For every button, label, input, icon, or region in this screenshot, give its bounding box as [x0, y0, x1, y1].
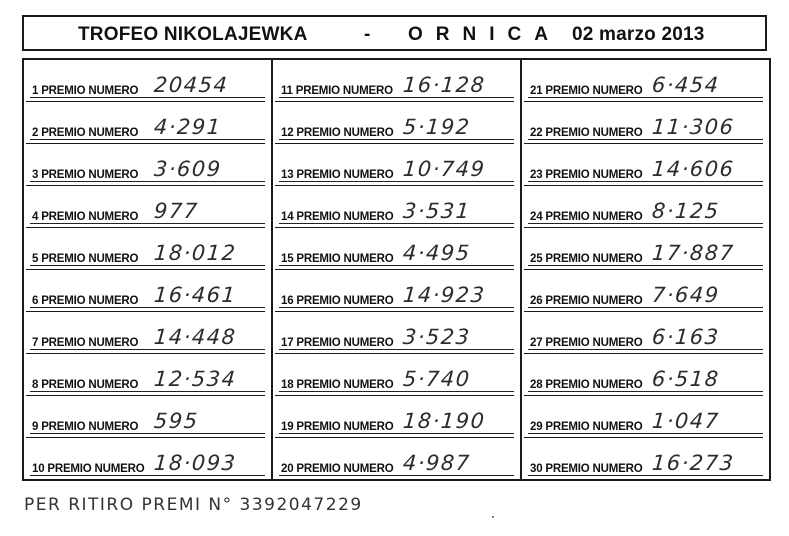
underline: [528, 139, 763, 140]
prize-row: [275, 144, 514, 186]
underline: [528, 349, 763, 350]
paper-speck: [492, 516, 494, 518]
prize-row: [524, 354, 763, 396]
underline: [279, 433, 514, 434]
underline: [30, 181, 265, 182]
prize-number: 17·887: [651, 241, 736, 265]
underline: [279, 475, 514, 476]
prize-number: 5·192: [402, 115, 472, 139]
prize-row: [275, 312, 514, 354]
prize-number: 18·190: [402, 409, 487, 433]
underline: [528, 265, 763, 266]
prize-number: 16·273: [651, 451, 736, 475]
header-box: [22, 15, 767, 51]
prize-label: 8 PREMIO NUMERO: [32, 379, 139, 391]
prize-label: 22 PREMIO NUMERO: [530, 127, 643, 139]
prize-row: [524, 228, 763, 270]
event-title: TROFEO NIKOLAJEWKA: [78, 24, 308, 45]
prize-number: 10·749: [402, 157, 487, 181]
prize-row: [26, 144, 265, 186]
prize-number: 8·125: [651, 199, 721, 223]
prize-column-1: [24, 60, 273, 479]
underline: [30, 391, 265, 392]
prize-label: 11 PREMIO NUMERO: [281, 85, 393, 97]
prize-number: 7·649: [651, 283, 721, 307]
event-town: ORNICA: [408, 24, 561, 45]
underline: [30, 97, 265, 98]
prize-label: 13 PREMIO NUMERO: [281, 169, 394, 181]
prize-number: 4·987: [402, 451, 472, 475]
prize-label: 3 PREMIO NUMERO: [32, 169, 139, 181]
underline: [279, 265, 514, 266]
prize-label: 21 PREMIO NUMERO: [530, 85, 643, 97]
prize-number: 595: [153, 409, 200, 433]
prize-label: 14 PREMIO NUMERO: [281, 211, 394, 223]
underline: [528, 223, 763, 224]
prize-label: 18 PREMIO NUMERO: [281, 379, 394, 391]
prize-row: [275, 228, 514, 270]
prize-number: 3·609: [153, 157, 223, 181]
prize-row: [524, 102, 763, 144]
underline: [279, 139, 514, 140]
prize-label: 23 PREMIO NUMERO: [530, 169, 643, 181]
underline: [279, 97, 514, 98]
prize-label: 29 PREMIO NUMERO: [530, 421, 643, 433]
prize-number: 18·012: [153, 241, 238, 265]
prize-row: [26, 60, 265, 102]
prize-row: [26, 396, 265, 438]
prize-label: 19 PREMIO NUMERO: [281, 421, 394, 433]
underline: [528, 307, 763, 308]
prize-number: 14·606: [651, 157, 736, 181]
underline: [528, 97, 763, 98]
prize-label: 1 PREMIO NUMERO: [32, 85, 139, 97]
prize-number: 16·128: [402, 73, 487, 97]
underline: [528, 181, 763, 182]
underline: [279, 307, 514, 308]
prize-number: 11·306: [651, 115, 736, 139]
prize-row: [275, 60, 514, 102]
underline: [279, 181, 514, 182]
underline: [30, 307, 265, 308]
prize-row: [524, 60, 763, 102]
prize-label: 24 PREMIO NUMERO: [530, 211, 643, 223]
prize-label: 26 PREMIO NUMERO: [530, 295, 643, 307]
prize-label: 15 PREMIO NUMERO: [281, 253, 394, 265]
underline: [279, 391, 514, 392]
prize-number: 4·291: [153, 115, 223, 139]
prize-label: 9 PREMIO NUMERO: [32, 421, 139, 433]
prize-number: 6·163: [651, 325, 721, 349]
prize-row: [275, 396, 514, 438]
prize-number: 5·740: [402, 367, 472, 391]
underline: [30, 349, 265, 350]
prize-row: [524, 438, 763, 479]
prize-row: [26, 270, 265, 312]
prize-label: 2 PREMIO NUMERO: [32, 127, 139, 139]
prize-number: 3·531: [402, 199, 472, 223]
prize-number: 14·923: [402, 283, 487, 307]
prize-label: 5 PREMIO NUMERO: [32, 253, 139, 265]
prize-row: [275, 186, 514, 228]
prize-label: 20 PREMIO NUMERO: [281, 463, 394, 475]
prize-label: 25 PREMIO NUMERO: [530, 253, 643, 265]
title-separator: -: [364, 24, 371, 45]
underline: [528, 391, 763, 392]
prize-row: [275, 270, 514, 312]
prize-row: [26, 228, 265, 270]
prize-number: 18·093: [153, 451, 238, 475]
underline: [30, 265, 265, 266]
underline: [30, 475, 265, 476]
underline: [528, 433, 763, 434]
underline: [30, 223, 265, 224]
prize-label: 27 PREMIO NUMERO: [530, 337, 643, 349]
prize-number: 20454: [153, 73, 230, 97]
prize-row: [26, 102, 265, 144]
prize-number: 3·523: [402, 325, 472, 349]
underline: [279, 349, 514, 350]
prize-row: [275, 354, 514, 396]
prize-collection-note: PER RITIRO PREMI N° 3392047229: [24, 495, 363, 515]
prize-row: [524, 396, 763, 438]
prize-row: [524, 270, 763, 312]
prize-row: [26, 354, 265, 396]
prize-row: [275, 438, 514, 479]
prize-column-2: [273, 60, 522, 479]
prize-label: 7 PREMIO NUMERO: [32, 337, 139, 349]
underline: [30, 433, 265, 434]
prize-label: 6 PREMIO NUMERO: [32, 295, 139, 307]
prize-row: [524, 144, 763, 186]
prize-label: 10 PREMIO NUMERO: [32, 463, 145, 475]
underline: [30, 139, 265, 140]
prize-label: 16 PREMIO NUMERO: [281, 295, 394, 307]
prize-row: [26, 312, 265, 354]
prize-label: 17 PREMIO NUMERO: [281, 337, 394, 349]
prize-label: 4 PREMIO NUMERO: [32, 211, 139, 223]
prize-number: 14·448: [153, 325, 238, 349]
prize-row: [275, 102, 514, 144]
prize-number: 6·454: [651, 73, 721, 97]
prize-number: 16·461: [153, 283, 238, 307]
prize-number: 4·495: [402, 241, 472, 265]
prize-number: 977: [153, 199, 200, 223]
prize-number: 12·534: [153, 367, 238, 391]
prize-row: [524, 186, 763, 228]
prize-number: 6·518: [651, 367, 721, 391]
prize-column-3: [522, 60, 769, 479]
prize-table: [22, 58, 771, 481]
prize-number: 1·047: [651, 409, 721, 433]
prize-row: [26, 186, 265, 228]
prize-row: [524, 312, 763, 354]
prize-label: 28 PREMIO NUMERO: [530, 379, 643, 391]
prize-row: [26, 438, 265, 479]
underline: [528, 475, 763, 476]
event-date: 02 marzo 2013: [572, 24, 705, 45]
prize-label: 12 PREMIO NUMERO: [281, 127, 394, 139]
prize-label: 30 PREMIO NUMERO: [530, 463, 643, 475]
underline: [279, 223, 514, 224]
